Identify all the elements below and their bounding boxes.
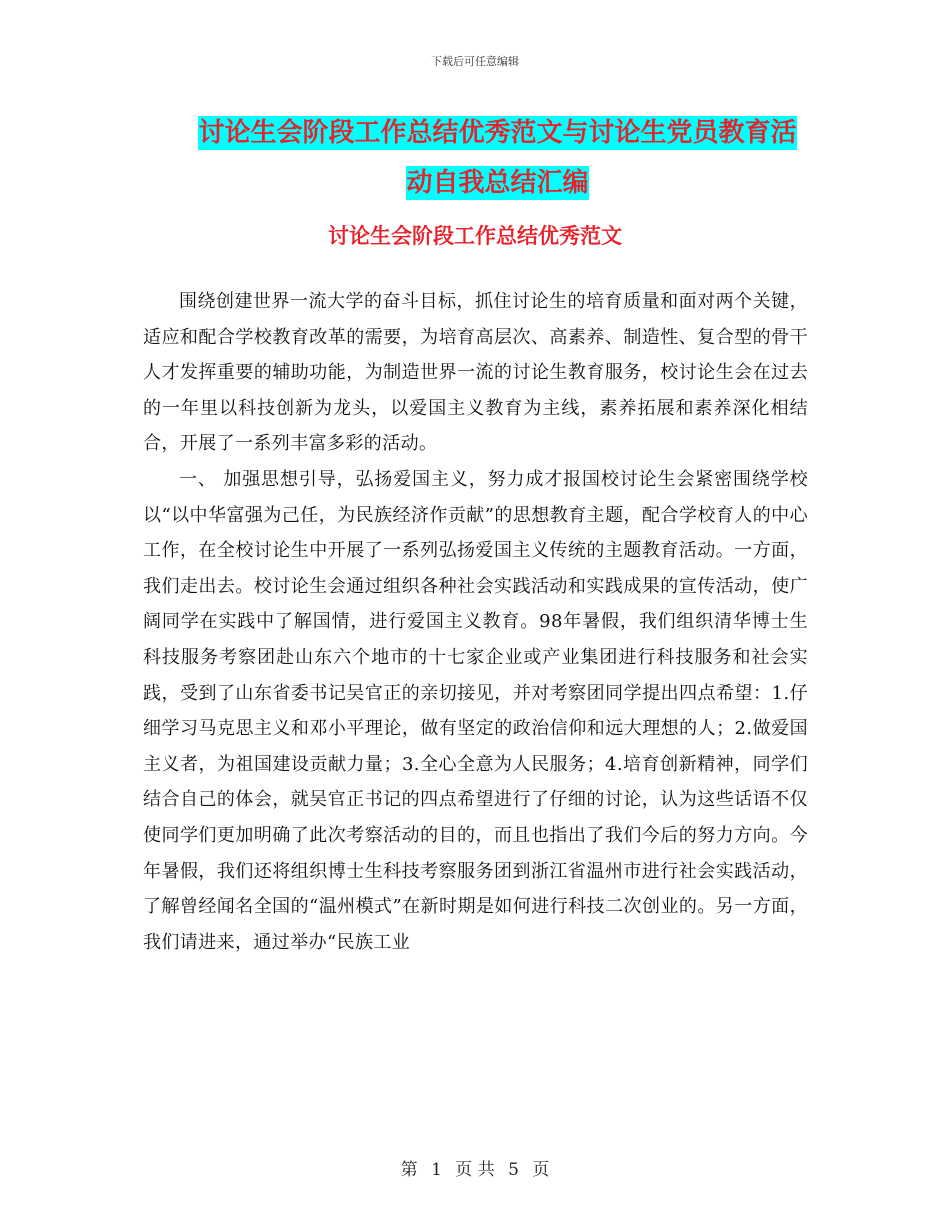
footer-current-page: 1 <box>431 1160 442 1180</box>
paragraph-section-1: 一、 加强思想引导，弘扬爱国主义，努力成才报国校讨论生会紧密围绕学校以“以中华富强为己任，为民族经济作贡献”的思想教育主题，配合学校育人的中心工作，在全校讨论生中开展了一系列弘扬爱国主义传统的主题教育活动。一方面，我们走出去。校讨论生会通过组织各种社会实践活动和实践成果的宣传活动，使广阔同学在实践中了解国情，进行爱国主义教育。98年暑假，我们组织清华博士生科技服务考察团赴山东六个地市的十七家企业或产业集团进行科技服务和社会实践，受到了山东省委书记吴官正的亲切接见，并对考察团同学提出四点希望：1.仔细学习马克思主义和邓小平理论，做有坚定的政治信仰和远大理想的人；2.做爱国主义者，为祖国建设贡献力量；3.全心全意为人民服务；4.培育创新精神，同学们结合自己的体会，就吴官正书记的四点希望进行了仔细的讨论，认为这些话语不仅使同学们更加明确了此次考察活动的目的，而且也指出了我们今后的努力方向。今年暑假，我们还将组织博士生科技考察服务团到浙江省温州市进行社会实践活动，了解曾经闻名全国的“温州模式”在新时期是如何进行科技二次创业的。另一方面，我们请进来，通过举办“民族工业 <box>143 468 808 953</box>
document-title <box>130 108 865 208</box>
footer-prefix: 第 <box>400 1160 418 1180</box>
footer-suffix: 页 <box>532 1160 550 1180</box>
title-line-2: 动自我总结汇编 <box>406 168 589 198</box>
footer-total-pages: 5 <box>508 1160 519 1180</box>
footer-mid: 页 共 <box>455 1160 495 1180</box>
section-title: 讨论生会阶段工作总结优秀范文 <box>328 224 622 248</box>
title-line-1: 讨论生会阶段工作总结优秀范文与讨论生党员教育活 <box>198 118 797 148</box>
page-header-note: 下载后可任意编辑 <box>431 55 519 68</box>
page-number-footer <box>0 1155 950 1180</box>
document-body <box>143 284 808 960</box>
paragraph-intro: 围绕创建世界一流大学的奋斗目标，抓住讨论生的培育质量和面对两个关键，适应和配合学校教育改革的需要，为培育高层次、高素养、制造性、复合型的骨干人才发挥重要的辅助功能，为制造世界一流的讨论生教育服务，校讨论生会在过去的一年里以科技创新为龙头，以爱国主义教育为主线，素养拓展和素养深化相结合，开展了一系列丰富多彩的活动。 <box>143 291 808 455</box>
